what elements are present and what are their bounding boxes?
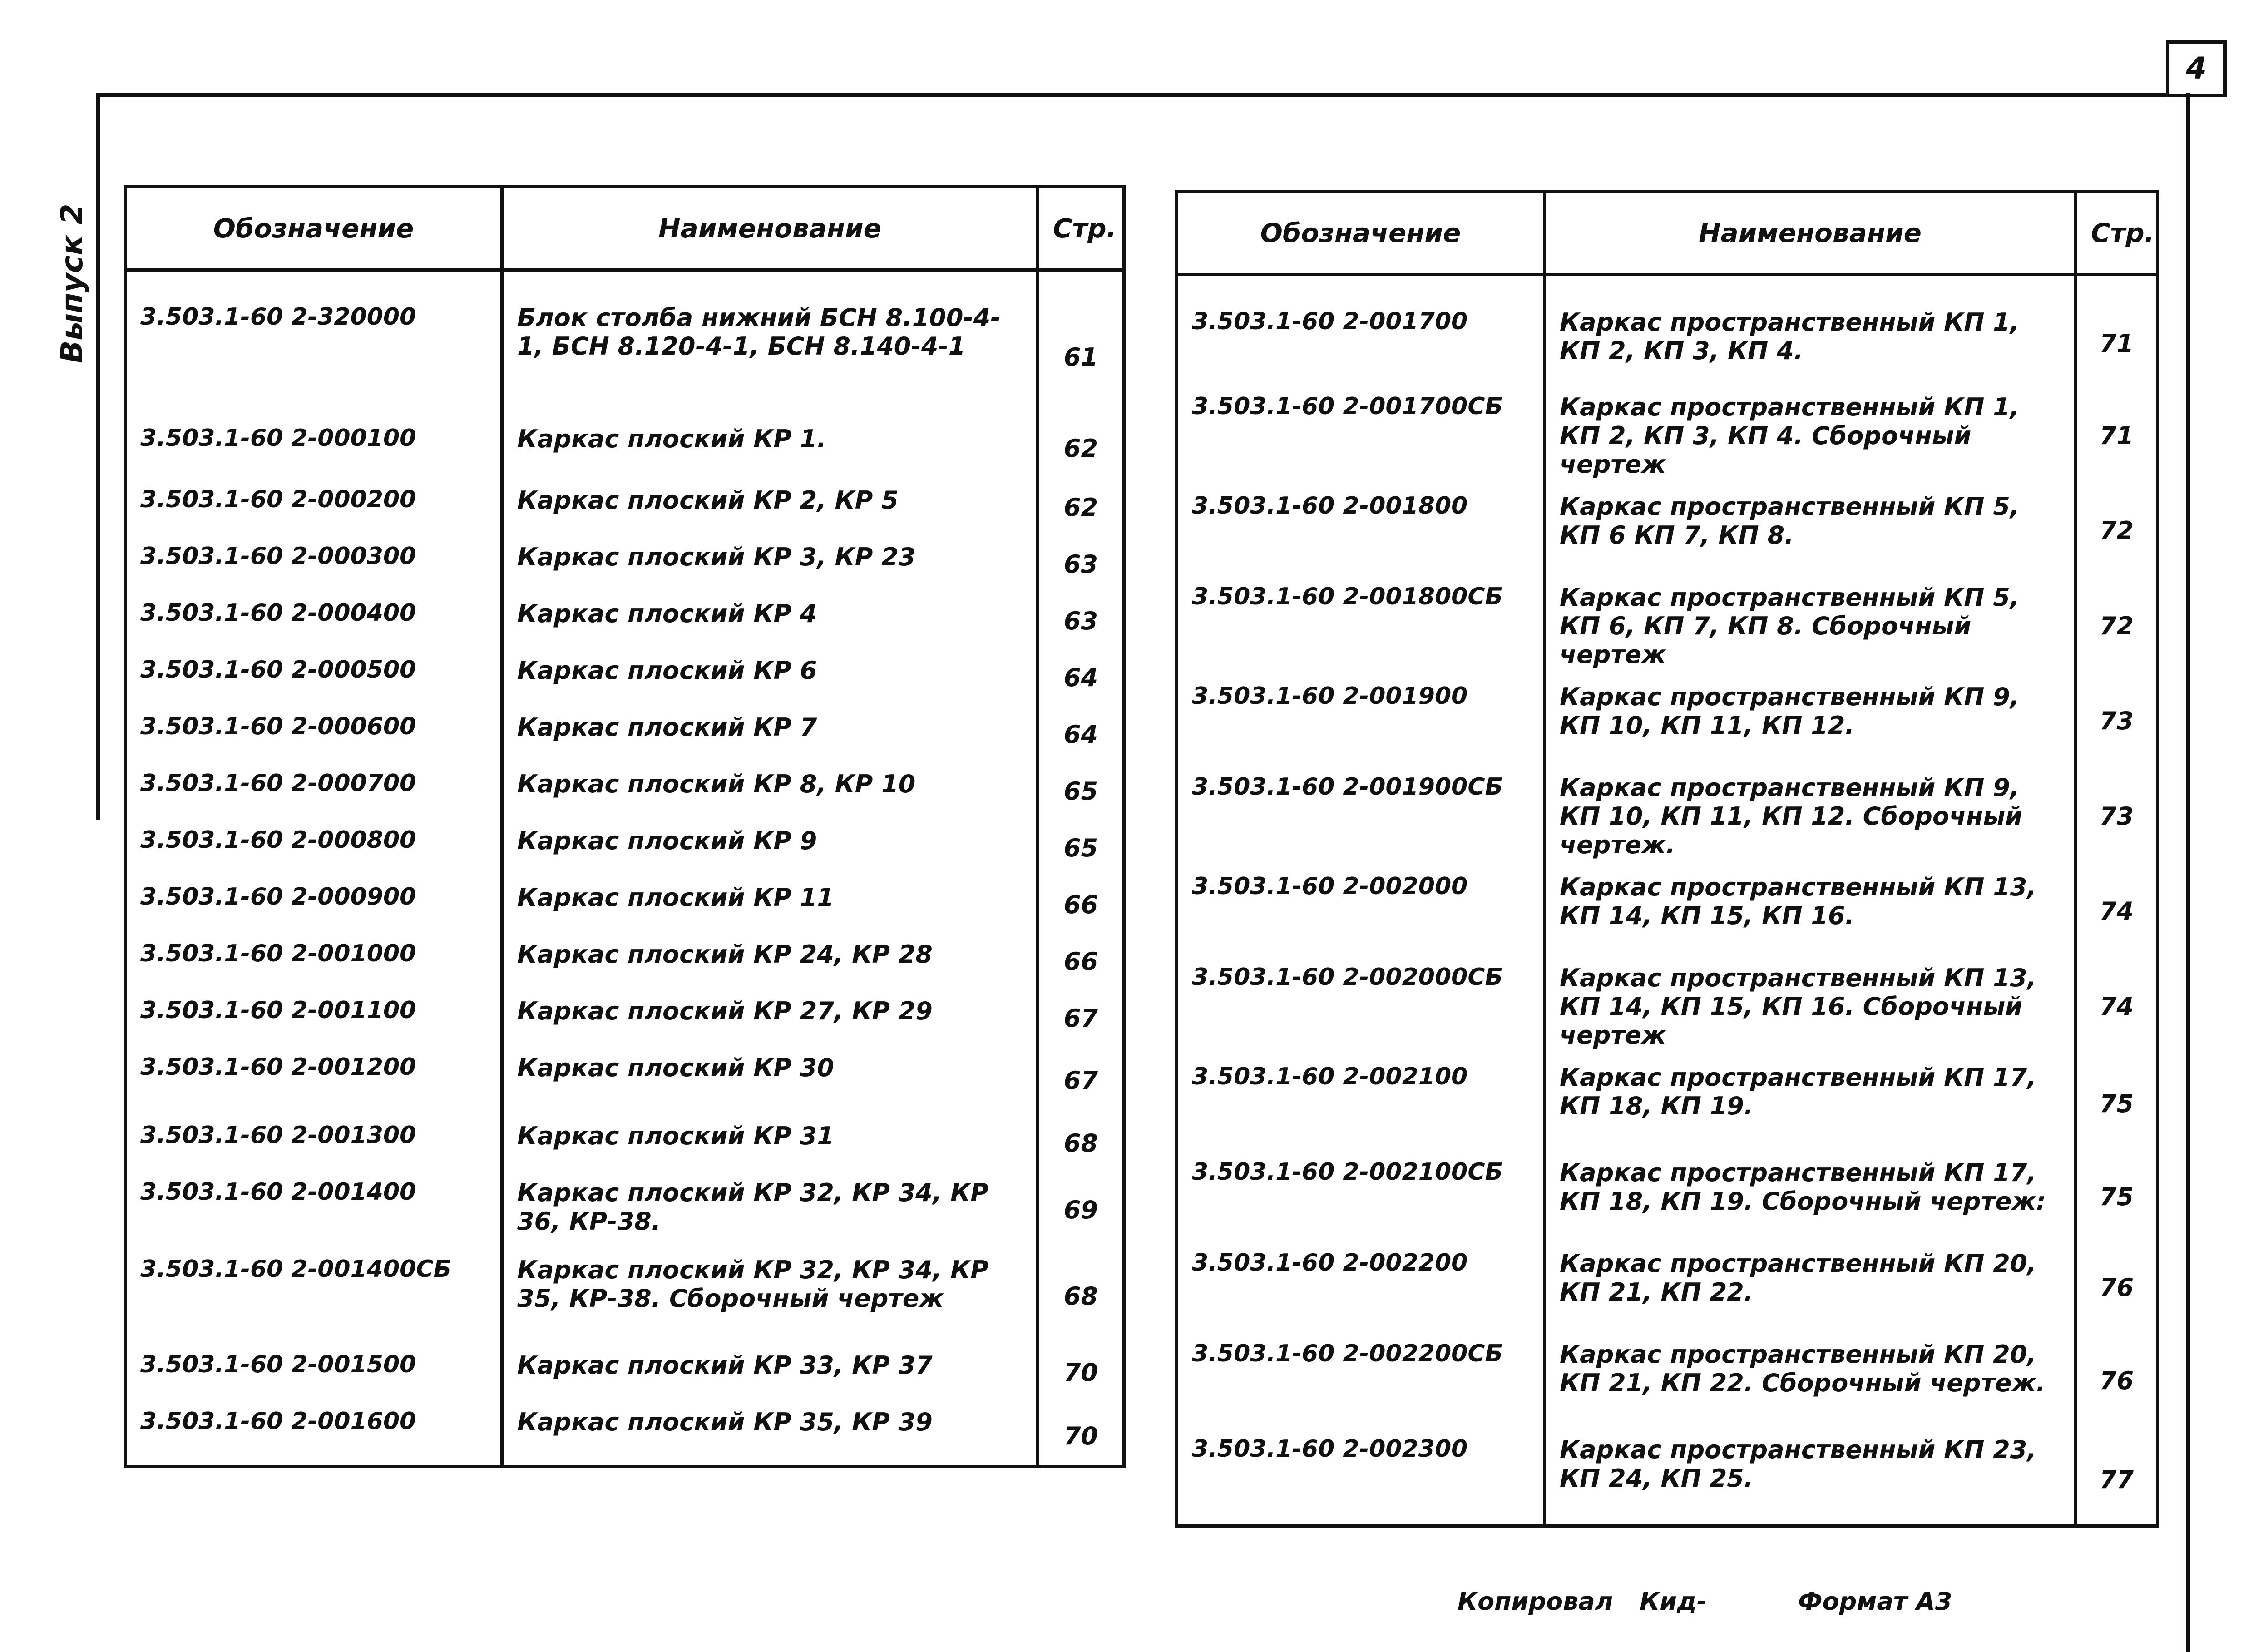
frame-top-line (96, 93, 2167, 97)
table-row (125, 1242, 1124, 1337)
row-page: 76 (2076, 1326, 2158, 1422)
row-code: 3.503.1-60 2-001700СБ (1177, 379, 1545, 479)
frame-left-line (96, 93, 100, 820)
row-name: Каркас пространственный КП 20, КП 21, КП 22. Сборочный чертеж. (1545, 1326, 2076, 1422)
row-code: 3.503.1-60 2-001400СБ (125, 1242, 502, 1337)
row-code: 3.503.1-60 2-001800СБ (1177, 569, 1545, 669)
row-code: 3.503.1-60 2-000700 (125, 756, 502, 813)
row-page: 63 (1038, 529, 1124, 586)
row-page: 71 (2076, 379, 2158, 479)
row-page: 70 (1038, 1337, 1124, 1394)
row-name: Каркас плоский КР 32, КР 34, КР 35, КР-38. Сборочный чертеж (502, 1242, 1038, 1337)
table-row (125, 1108, 1124, 1165)
table-row (125, 813, 1124, 870)
row-code: 3.503.1-60 2-001200 (125, 1040, 502, 1108)
table-row (1177, 479, 2158, 569)
table-row (125, 529, 1124, 586)
row-page: 62 (1038, 472, 1124, 529)
table-row (1177, 669, 2158, 760)
footer-copied (1458, 1587, 1707, 1616)
row-code: 3.503.1-60 2-000900 (125, 870, 502, 926)
table-row (1177, 950, 2158, 1049)
row-page: 64 (1038, 643, 1124, 699)
table-row (1177, 1049, 2158, 1145)
row-code: 3.503.1-60 2-001800 (1177, 479, 1545, 569)
row-code: 3.503.1-60 2-001300 (125, 1108, 502, 1165)
table-row (125, 472, 1124, 529)
row-page: 73 (2076, 669, 2158, 760)
row-code: 3.503.1-60 2-002200 (1177, 1236, 1545, 1326)
row-page: 74 (2076, 950, 2158, 1049)
volume-label: Выпуск 2 (54, 203, 89, 363)
row-page: 66 (1038, 926, 1124, 983)
header-page: Стр. (2076, 192, 2158, 275)
table-row (1177, 1236, 2158, 1326)
header-name: Наименование (502, 187, 1038, 270)
table-row (1177, 569, 2158, 669)
row-name: Каркас пространственный КП 20, КП 21, КП 22. (1545, 1236, 2076, 1326)
table-row (125, 983, 1124, 1040)
table-row (125, 926, 1124, 983)
row-page: 73 (2076, 760, 2158, 859)
row-name: Каркас плоский КР 7 (502, 699, 1038, 756)
row-code: 3.503.1-60 2-001600 (125, 1394, 502, 1467)
table-row (125, 1040, 1124, 1108)
row-name: Каркас плоский КР 4 (502, 586, 1038, 643)
row-page: 65 (1038, 756, 1124, 813)
row-code: 3.503.1-60 2-001500 (125, 1337, 502, 1394)
row-page: 74 (2076, 859, 2158, 950)
row-page: 64 (1038, 699, 1124, 756)
row-code: 3.503.1-60 2-002200СБ (1177, 1326, 1545, 1422)
table-row (1177, 1422, 2158, 1526)
row-code: 3.503.1-60 2-001900 (1177, 669, 1545, 760)
table-row (1177, 859, 2158, 950)
table-row (125, 1337, 1124, 1394)
row-code: 3.503.1-60 2-001700 (1177, 275, 1545, 379)
row-code: 3.503.1-60 2-000800 (125, 813, 502, 870)
row-name: Каркас плоский КР 6 (502, 643, 1038, 699)
row-code: 3.503.1-60 2-000500 (125, 643, 502, 699)
table-row (1177, 1326, 2158, 1422)
row-code: 3.503.1-60 2-002300 (1177, 1422, 1545, 1526)
row-code: 3.503.1-60 2-000600 (125, 699, 502, 756)
row-name: Каркас плоский КР 9 (502, 813, 1038, 870)
left-table (124, 185, 1126, 1468)
row-code: 3.503.1-60 2-320000 (125, 270, 502, 411)
row-name: Каркас пространственный КП 5, КП 6 КП 7, КП 8. (1545, 479, 2076, 569)
row-name: Каркас плоский КР 3, КР 23 (502, 529, 1038, 586)
row-code: 3.503.1-60 2-001100 (125, 983, 502, 1040)
row-page: 75 (2076, 1049, 2158, 1145)
table-row (1177, 275, 2158, 379)
row-name: Каркас плоский КР 33, КР 37 (502, 1337, 1038, 1394)
row-code: 3.503.1-60 2-002100СБ (1177, 1145, 1545, 1236)
row-name: Каркас плоский КР 30 (502, 1040, 1038, 1108)
table-row (125, 270, 1124, 411)
row-code: 3.503.1-60 2-001000 (125, 926, 502, 983)
row-code: 3.503.1-60 2-002100 (1177, 1049, 1545, 1145)
table-row (125, 699, 1124, 756)
frame-right-line (2186, 93, 2190, 1652)
row-page: 61 (1038, 270, 1124, 411)
table-row (125, 756, 1124, 813)
row-code: 3.503.1-60 2-000100 (125, 411, 502, 472)
row-name: Каркас плоский КР 31 (502, 1108, 1038, 1165)
table-row (1177, 1145, 2158, 1236)
left-header-row (125, 187, 1124, 270)
table-row (125, 643, 1124, 699)
row-page: 72 (2076, 569, 2158, 669)
row-page: 69 (1038, 1165, 1124, 1242)
row-name: Каркас плоский КР 24, КР 28 (502, 926, 1038, 983)
row-name: Каркас пространственный КП 9, КП 10, КП 11, КП 12. (1545, 669, 2076, 760)
row-code: 3.503.1-60 2-000400 (125, 586, 502, 643)
table-row (125, 1165, 1124, 1242)
row-page: 65 (1038, 813, 1124, 870)
row-code: 3.503.1-60 2-002000 (1177, 859, 1545, 950)
row-code: 3.503.1-60 2-000200 (125, 472, 502, 529)
row-code: 3.503.1-60 2-000300 (125, 529, 502, 586)
row-name: Каркас плоский КР 35, КР 39 (502, 1394, 1038, 1467)
row-name: Каркас пространственный КП 17, КП 18, КП 19. Сборочный чертеж: (1545, 1145, 2076, 1236)
row-page: 70 (1038, 1394, 1124, 1467)
table-row (125, 870, 1124, 926)
row-code: 3.503.1-60 2-001900СБ (1177, 760, 1545, 859)
row-code: 3.503.1-60 2-001400 (125, 1165, 502, 1242)
row-name: Каркас плоский КР 8, КР 10 (502, 756, 1038, 813)
table-row (125, 411, 1124, 472)
row-code: 3.503.1-60 2-002000СБ (1177, 950, 1545, 1049)
row-name: Каркас плоский КР 2, КР 5 (502, 472, 1038, 529)
right-table (1175, 190, 2159, 1528)
row-name: Каркас плоский КР 32, КР 34, КР 36, КР-38. (502, 1165, 1038, 1242)
row-page: 72 (2076, 479, 2158, 569)
row-name: Каркас плоский КР 1. (502, 411, 1038, 472)
table-row (1177, 760, 2158, 859)
copied-signature: Кид- (1640, 1587, 1707, 1616)
row-name: Каркас пространственный КП 1, КП 2, КП 3, КП 4. Сборочный чертеж (1545, 379, 2076, 479)
row-page: 62 (1038, 411, 1124, 472)
row-name: Каркас пространственный КП 5, КП 6, КП 7, КП 8. Сборочный чертеж (1545, 569, 2076, 669)
header-designation: Обозначение (1177, 192, 1545, 275)
row-page: 63 (1038, 586, 1124, 643)
header-name: Наименование (1545, 192, 2076, 275)
right-header-row (1177, 192, 2158, 275)
copied-label: Копировал (1458, 1587, 1613, 1616)
row-page: 68 (1038, 1242, 1124, 1337)
row-page: 75 (2076, 1145, 2158, 1236)
table-row (1177, 379, 2158, 479)
footer-format: Формат А3 (1798, 1587, 1952, 1616)
row-name: Каркас пространственный КП 13, КП 14, КП 15, КП 16. Сборочный чертеж (1545, 950, 2076, 1049)
row-page: 77 (2076, 1422, 2158, 1526)
row-name: Каркас пространственный КП 13, КП 14, КП 15, КП 16. (1545, 859, 2076, 950)
row-name: Каркас плоский КР 11 (502, 870, 1038, 926)
row-page: 68 (1038, 1108, 1124, 1165)
row-name: Каркас пространственный КП 9, КП 10, КП 11, КП 12. Сборочный чертеж. (1545, 760, 2076, 859)
row-page: 67 (1038, 983, 1124, 1040)
row-name: Блок столба нижний БСН 8.100-4-1, БСН 8.120-4-1, БСН 8.140-4-1 (502, 270, 1038, 411)
row-page: 76 (2076, 1236, 2158, 1326)
row-name: Каркас пространственный КП 17, КП 18, КП 19. (1545, 1049, 2076, 1145)
header-page: Стр. (1038, 187, 1124, 270)
row-name: Каркас пространственный КП 1, КП 2, КП 3, КП 4. (1545, 275, 2076, 379)
row-page: 67 (1038, 1040, 1124, 1108)
row-name: Каркас пространственный КП 23, КП 24, КП 25. (1545, 1422, 2076, 1526)
table-row (125, 1394, 1124, 1467)
row-page: 71 (2076, 275, 2158, 379)
page-number: 4 (2166, 40, 2227, 97)
row-name: Каркас плоский КР 27, КР 29 (502, 983, 1038, 1040)
row-page: 66 (1038, 870, 1124, 926)
table-row (125, 586, 1124, 643)
header-designation: Обозначение (125, 187, 502, 270)
